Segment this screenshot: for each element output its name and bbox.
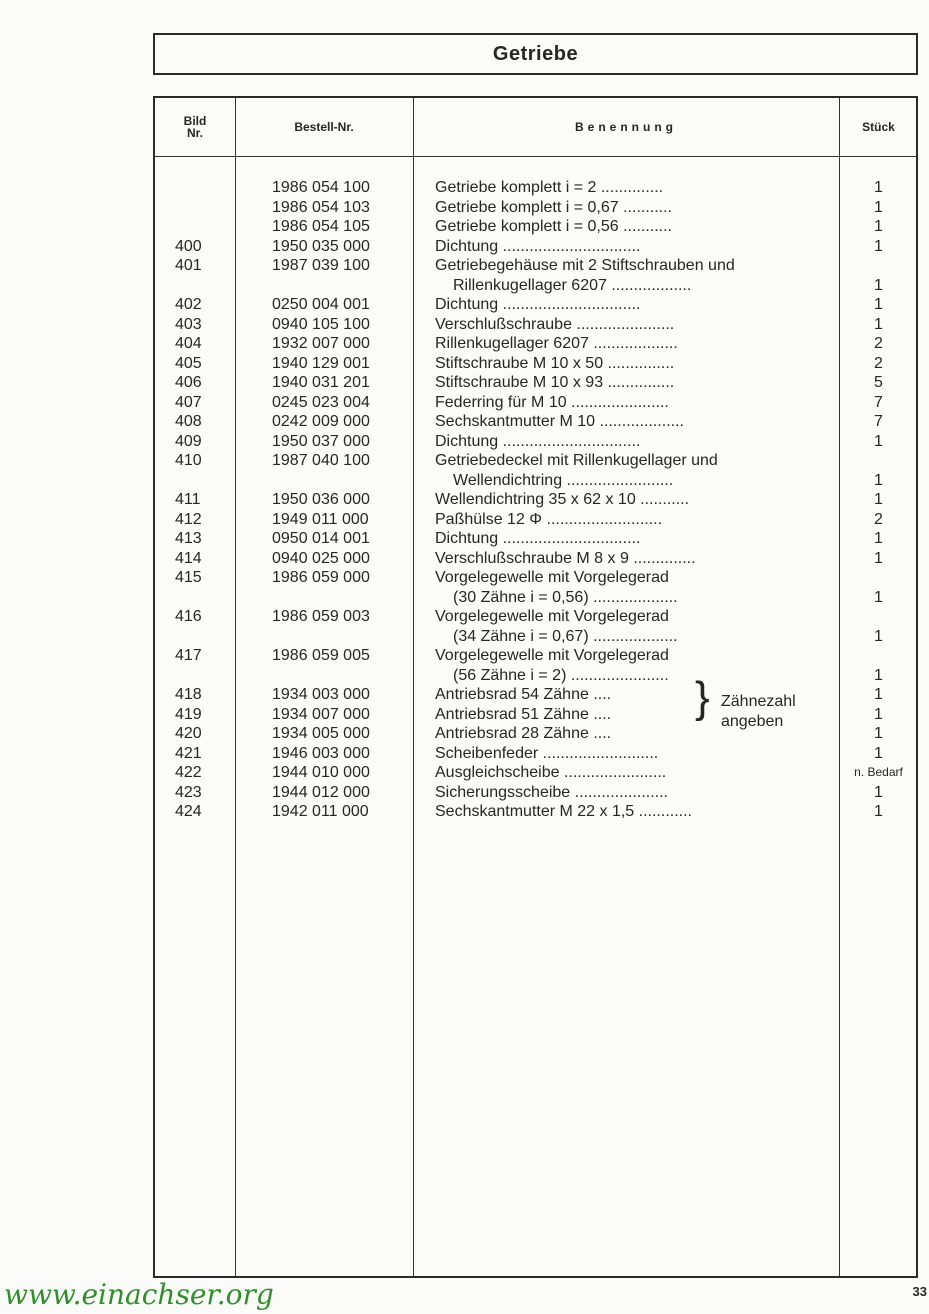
benennung-cell: Paßhülse 12 Φ .......................... [435,510,663,528]
table-row [155,451,916,470]
bestell-nr-cell: 1950 036 000 [272,491,370,508]
stueck-cell: 1 [874,315,883,333]
stueck-cell: 1 [874,725,883,742]
bestell-nr-cell: 1946 003 000 [272,744,370,762]
bild-nr-cell: 413 [175,530,202,547]
table-row [155,607,916,626]
table-row [155,198,916,217]
benennung-cell: Sechskantmutter M 22 x 1,5 ............ [435,803,692,820]
benennung-cell: Sicherungsscheibe ..................... [435,783,668,801]
bestell-nr-cell: 1986 054 105 [272,218,370,235]
bild-nr-cell: 414 [175,549,202,567]
bild-nr-cell: 400 [175,237,202,255]
benennung-cell: Dichtung ............................... [435,296,641,313]
table-row [155,178,916,197]
stueck-cell: 1 [874,179,883,196]
footer-url: www.einachser.org [4,1278,274,1311]
table-row [155,510,916,529]
table-row [155,373,916,392]
benennung-cell: Verschlußschraube M 8 x 9 .............. [435,549,696,567]
table-row [155,295,916,314]
bild-nr-cell: 403 [175,315,202,333]
brace-symbol: } [695,673,710,722]
benennung-cell: Wellendichtring ........................ [453,471,674,489]
benennung-cell: (56 Zähne i = 2) ...................... [453,666,669,684]
bild-nr-cell: 402 [175,296,202,313]
stueck-cell: 1 [874,218,883,235]
table-row [155,568,916,587]
benennung-cell: Getriebe komplett i = 0,67 ........... [435,198,672,216]
bestell-nr-cell: 1986 059 000 [272,569,370,586]
header-benennung: Benennung [575,120,677,134]
benennung-cell: Antriebsrad 51 Zähne .... [435,705,612,723]
stueck-cell: 1 [874,471,883,489]
benennung-cell: Sechskantmutter M 10 ................... [435,413,684,430]
bestell-nr-cell: 1986 059 005 [272,647,370,664]
bestell-nr-cell: 0250 004 001 [272,296,370,313]
benennung-cell: Federring für M 10 ...................... [435,393,669,411]
bild-nr-cell: 419 [175,705,202,723]
stueck-cell: 1 [874,549,883,567]
benennung-cell: Vorgelegewelle mit Vorgelegerad [435,569,669,586]
header-bild-nr: Bild Nr. [183,114,207,140]
benennung-cell: Getriebegehäuse mit 2 Stiftschrauben und [435,257,735,274]
bild-nr-cell: 424 [175,803,202,820]
bild-nr-cell: 415 [175,569,202,586]
benennung-cell: Ausgleichscheibe ....................... [435,764,667,781]
table-row [155,315,916,334]
benennung-cell: Antriebsrad 28 Zähne .... [435,725,612,742]
bild-nr-cell: 410 [175,452,202,469]
benennung-cell: (30 Zähne i = 0,56) ................... [453,588,678,606]
benennung-cell: Wellendichtring 35 x 62 x 10 ........... [435,491,690,508]
bild-nr-cell: 417 [175,647,202,664]
benennung-cell: Rillenkugellager 6207 .................. [453,276,692,294]
stueck-cell: 1 [874,296,883,313]
stueck-cell: 7 [874,413,883,430]
table-row [155,334,916,353]
page-number: 33 [912,1284,927,1299]
stueck-cell: n. Bedarf [854,765,903,779]
bestell-nr-cell: 1950 037 000 [272,432,370,450]
benennung-cell: Stiftschraube M 10 x 93 ............... [435,374,675,391]
benennung-cell: Antriebsrad 54 Zähne .... [435,686,612,703]
bild-nr-cell: 412 [175,510,202,528]
stueck-cell: 1 [874,491,883,508]
stueck-cell: 1 [874,198,883,216]
table-row [155,549,916,568]
bestell-nr-cell: 1987 039 100 [272,257,370,274]
bestell-nr-cell: 1950 035 000 [272,237,370,255]
table-row [155,256,916,275]
table-row [155,393,916,412]
benennung-cell: Vorgelegewelle mit Vorgelegerad [435,647,669,664]
table-row [155,588,916,607]
stueck-cell: 1 [874,276,883,294]
table-row [155,471,916,490]
table-row [155,432,916,451]
benennung-cell: Getriebedeckel mit Rillenkugellager und [435,452,718,469]
stueck-cell: 1 [874,803,883,820]
table-row [155,763,916,782]
table-row [155,705,916,724]
bestell-nr-cell: 1940 129 001 [272,354,370,372]
benennung-cell: Verschlußschraube ...................... [435,315,675,333]
table-row [155,646,916,665]
bestell-nr-cell: 1944 012 000 [272,783,370,801]
table-row [155,685,916,704]
stueck-cell: 1 [874,705,883,723]
header-stueck: Stück [862,120,895,134]
bestell-nr-cell: 1944 010 000 [272,764,370,781]
benennung-cell: Scheibenfeder .......................... [435,744,659,762]
benennung-cell: Getriebe komplett i = 2 .............. [435,179,664,196]
benennung-cell: Stiftschraube M 10 x 50 ............... [435,354,675,372]
stueck-cell: 7 [874,393,883,411]
bestell-nr-cell: 1934 003 000 [272,686,370,703]
stueck-cell: 1 [874,588,883,606]
table-row [155,354,916,373]
stueck-cell: 1 [874,666,883,684]
table-row [155,529,916,548]
table-row [155,802,916,821]
bestell-nr-cell: 1986 054 103 [272,198,370,216]
bild-nr-cell: 401 [175,257,202,274]
brace-note: Zähnezahl angeben [721,693,796,730]
stueck-cell: 1 [874,530,883,547]
stueck-cell: 2 [874,354,883,372]
table-row [155,744,916,763]
table-row [155,783,916,802]
stueck-cell: 1 [874,686,883,703]
bestell-nr-cell: 1949 011 000 [272,510,369,528]
table-row [155,217,916,236]
page-title: Getriebe [153,33,918,75]
benennung-cell: Dichtung ............................... [435,432,641,450]
table-row [155,276,916,295]
stueck-cell: 5 [874,374,883,391]
stueck-cell: 2 [874,510,883,528]
bild-nr-cell: 422 [175,764,202,781]
bild-nr-cell: 405 [175,354,202,372]
bestell-nr-cell: 1932 007 000 [272,335,370,352]
bild-nr-cell: 409 [175,432,202,450]
stueck-cell: 1 [874,744,883,762]
stueck-cell: 1 [874,783,883,801]
bestell-nr-cell: 1934 005 000 [272,725,370,742]
table-row [155,724,916,743]
stueck-cell: 1 [874,432,883,450]
bestell-nr-cell: 1986 059 003 [272,608,370,625]
table-row [155,490,916,509]
bild-nr-cell: 408 [175,413,202,430]
header-divider [155,156,916,157]
benennung-cell: Getriebe komplett i = 0,56 ........... [435,218,672,235]
bestell-nr-cell: 1987 040 100 [272,452,370,469]
bestell-nr-cell: 1940 031 201 [272,374,370,391]
bild-nr-cell: 416 [175,608,202,625]
bestell-nr-cell: 0245 023 004 [272,393,370,411]
bild-nr-cell: 411 [175,491,201,508]
bild-nr-cell: 423 [175,783,202,801]
bestell-nr-cell: 0940 105 100 [272,315,370,333]
stueck-cell: 2 [874,335,883,352]
bild-nr-cell: 420 [175,725,202,742]
benennung-cell: Rillenkugellager 6207 ................... [435,335,678,352]
bestell-nr-cell: 1934 007 000 [272,705,370,723]
stueck-cell: 1 [874,627,883,645]
table-row [155,666,916,685]
bestell-nr-cell: 0950 014 001 [272,530,370,547]
benennung-cell: (34 Zähne i = 0,67) ................... [453,627,678,645]
bild-nr-cell: 406 [175,374,202,391]
benennung-cell: Dichtung ............................... [435,237,641,255]
bild-nr-cell: 418 [175,686,202,703]
table-row [155,412,916,431]
table-row [155,237,916,256]
parts-table [153,96,918,1278]
benennung-cell: Dichtung ............................... [435,530,641,547]
stueck-cell: 1 [874,237,883,255]
bestell-nr-cell: 0940 025 000 [272,549,370,567]
benennung-cell: Vorgelegewelle mit Vorgelegerad [435,608,669,625]
header-bestell-nr: Bestell-Nr. [294,120,354,134]
bild-nr-cell: 404 [175,335,202,352]
bestell-nr-cell: 0242 009 000 [272,413,370,430]
bild-nr-cell: 407 [175,393,202,411]
bestell-nr-cell: 1986 054 100 [272,179,370,196]
table-row [155,627,916,646]
bestell-nr-cell: 1942 011 000 [272,803,369,820]
bild-nr-cell: 421 [175,744,202,762]
